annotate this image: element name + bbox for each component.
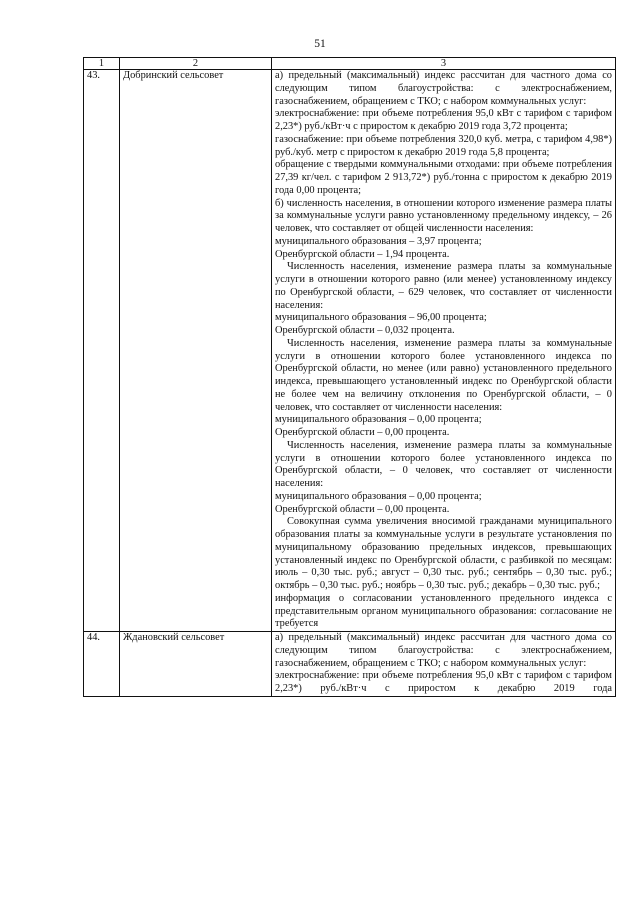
- table-header-row: [84, 58, 616, 70]
- paragraph-index-basis: а) предельный (максимальный) индекс рассчитан для частного дома со следующим типом благоустройства: с электроснабжением, газоснабжением, обращением с ТКО; с набором коммунальных услуг:: [275, 70, 612, 107]
- paragraph-municipal-share: муниципального образования – 0,00 процента;: [275, 414, 482, 426]
- table-row-zhdanovsky: [84, 632, 616, 697]
- row-number: 44.: [84, 632, 120, 697]
- paragraph-index-basis: а) предельный (максимальный) индекс рассчитан для частного дома со следующим типом благоустройства: с электроснабжением, газоснабжением, обращением с ТКО; с набором коммунальных услуг:: [275, 632, 612, 669]
- paragraph-region-share: Оренбургской области – 1,94 процента.: [275, 248, 450, 260]
- table-row-dobrinsky: [84, 70, 616, 632]
- paragraph-total-increase: Совокупная сумма увеличения вносимой гражданами муниципального образования платы за коммунальные услуги в результате установления по муниципальному образованию предельных индексов, превышающих установленный индекс по Оренбургской области, с разбивкой по месяцам: июль – 0,30 тыс. руб.; август – 0,30 тыс. руб.; сентябрь – 0,30 тыс. руб.; октябрь – 0,30 тыс. руб.; ноябрь – 0,30 тыс. руб.; декабрь – 0,30 тыс. руб.;: [275, 516, 612, 591]
- paragraph-gas: газоснабжение: при объеме потребления 320,0 куб. метра, с тарифом 4,98*) руб./куб. метр с приростом к декабрю 2019 года 5,8 процента;: [275, 133, 612, 158]
- paragraph-municipal-share: муниципального образования – 96,00 процента;: [275, 312, 487, 324]
- paragraph-region-share: Оренбургской области – 0,00 процента.: [275, 427, 450, 438]
- column-header-1: 1: [84, 58, 120, 70]
- settlement-name: Добринский сельсовет: [120, 70, 272, 632]
- paragraph-municipal-share: муниципального образования – 0,00 процента;: [275, 490, 482, 502]
- paragraph-population-between: Численность населения, изменение размера платы за коммунальные услуги в отношении которого более установленного индекса по Оренбургской области, но менее (или равно) установленного предельного индекса, превышающего установленный индекс по Оренбургской области не более чем на величину отклонения по Оренбургской области, – 0 человек, что составляет от численности населения:: [275, 337, 612, 413]
- row-description: [272, 70, 616, 632]
- page-number: 51: [314, 38, 326, 50]
- indices-table: [83, 57, 616, 697]
- settlement-name: Ждановский сельсовет: [120, 632, 272, 697]
- paragraph-population-equal: б) численность населения, в отношении которого изменение размера платы за коммунальные услуги равно установленному предельному индексу, – 26 человек, что составляет от общей численности населения:: [275, 197, 612, 234]
- paragraph-electricity: электроснабжение: при объеме потребления 95,0 кВт с тарифом с тарифом 2,23*) руб./кВт·ч с приростом к декабрю 2019 года: [275, 670, 612, 694]
- paragraph-region-share: Оренбургской области – 0,00 процента.: [275, 503, 450, 515]
- paragraph-region-share: Оренбургской области – 0,032 процента.: [275, 325, 455, 336]
- row-description: [272, 632, 616, 697]
- paragraph-approval-info: информация о согласовании установленного предельного индекса с представительным органом муниципального образования: согласование не требуется: [275, 592, 612, 630]
- row-number: 43.: [84, 70, 120, 632]
- paragraph-population-above: Численность населения, изменение размера платы за коммунальные услуги в отношении которого более установленного индекса по Оренбургской области, – 0 человек, что составляет от численности населения:: [275, 439, 612, 489]
- paragraph-municipal-share: муниципального образования – 3,97 процента;: [275, 235, 482, 247]
- paragraph-population-less: Численность населения, изменение размера платы за коммунальные услуги в отношении которого равно (или менее) установленному индексу по Оренбургской области, – 629 человек, что составляет от численности населения:: [275, 261, 612, 311]
- column-header-2: 2: [120, 58, 272, 70]
- paragraph-electricity: электроснабжение: при объеме потребления 95,0 кВт с тарифом с тарифом 2,23*) руб./кВт·ч с приростом к декабрю 2019 года 3,72 процента;: [275, 108, 612, 132]
- paragraph-waste: обращение с твердыми коммунальными отходами: при объеме потребления 27,39 кг/чел. с тарифом 2 913,72*) руб./тонна с приростом к декабрю 2019 года 0,00 процента;: [275, 159, 612, 196]
- column-header-3: 3: [272, 58, 616, 70]
